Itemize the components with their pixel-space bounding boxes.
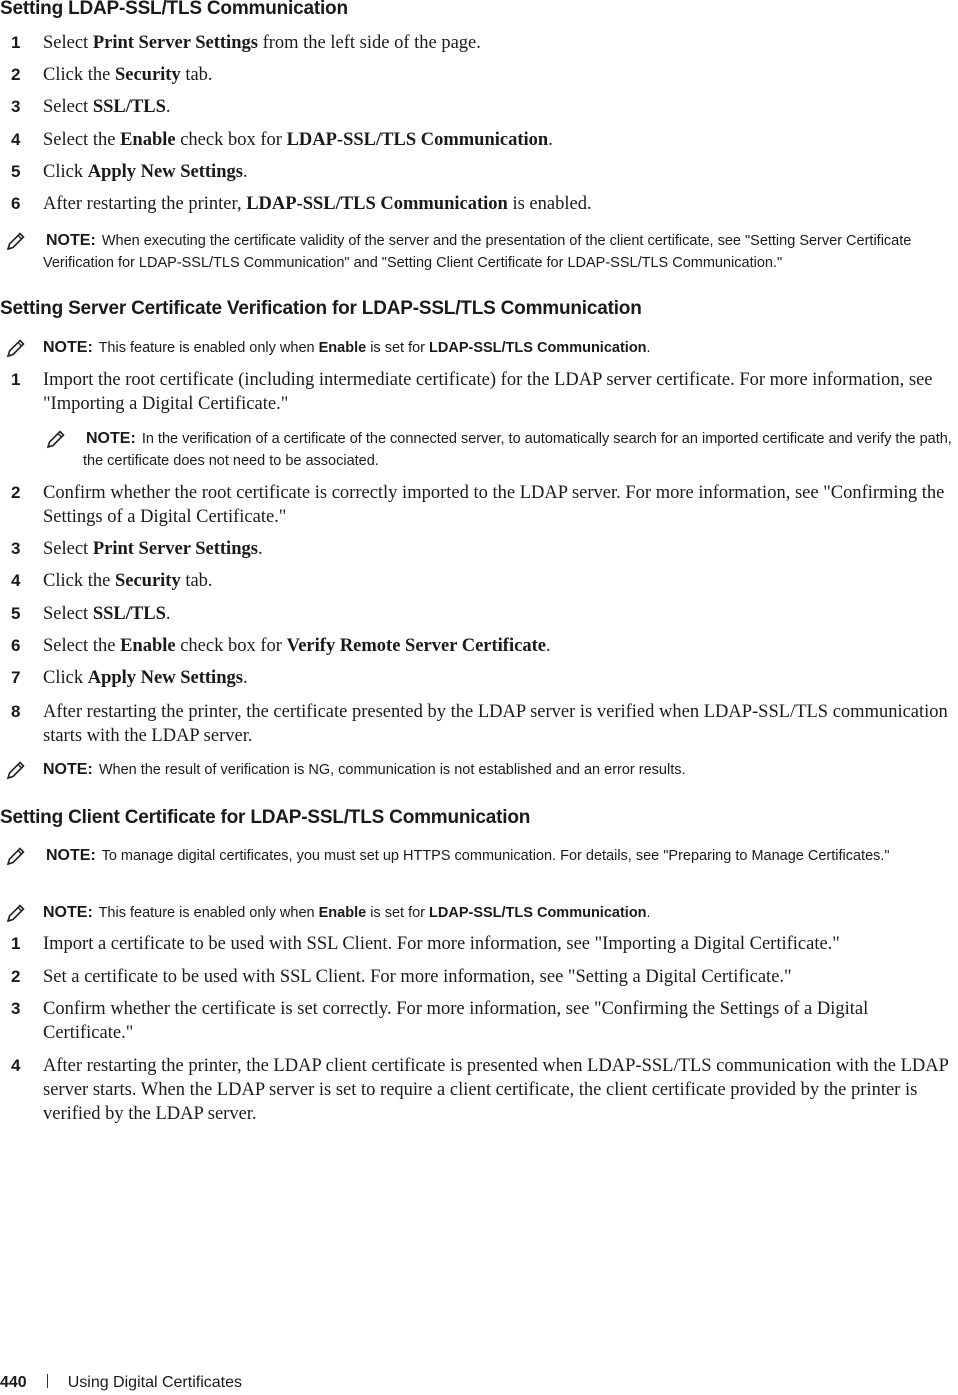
section-heading-server-cert-verification: Setting Server Certificate Verification for LDAP-SSL/TLS Communication [0, 298, 642, 319]
note-text: NOTE: To manage digital certificates, you must set up HTTPS communication. For details, see "Preparing to Manage Certificates." [46, 847, 890, 864]
step-number: 1 [11, 370, 21, 389]
step-text: Select SSL/TLS. [43, 604, 171, 624]
pencil-note-icon [5, 845, 27, 867]
page-number: 440 [0, 1374, 27, 1391]
chapter-title: Using Digital Certificates [67, 1374, 242, 1391]
step-number: 2 [11, 967, 21, 986]
step-text: Select the Enable check box for Verify Remote Server Certificate. [43, 636, 551, 656]
step-number: 5 [11, 604, 21, 623]
step-text: Click the Security tab. [43, 571, 213, 591]
step-text: Select Print Server Settings. [43, 539, 263, 559]
step-number: 6 [11, 636, 21, 655]
step-number: 1 [11, 33, 21, 52]
step-number: 2 [11, 65, 21, 84]
step-text: Click Apply New Settings. [43, 668, 248, 688]
step-text: Import a certificate to be used with SSL Client. For more information, see "Importing a Digital Certificate." [43, 934, 840, 954]
step-text: Select SSL/TLS. [43, 97, 171, 117]
page-footer [0, 1374, 242, 1392]
step-number: 8 [11, 702, 21, 721]
note-text: NOTE: When the result of verification is NG, communication is not established and an error results. [43, 761, 686, 778]
step-text: Set a certificate to be used with SSL Client. For more information, see "Setting a Digital Certificate." [43, 967, 792, 987]
step-number: 7 [11, 668, 21, 687]
pencil-note-icon [5, 337, 27, 359]
footer-separator [47, 1374, 48, 1388]
step-number: 6 [11, 194, 21, 213]
step-text: Confirm whether the root certificate is correctly imported to the LDAP server. For more information, see "Confirming the Settings of a Digital Certificate." [43, 483, 945, 527]
step-text: Click Apply New Settings. [43, 162, 248, 182]
note-text: NOTE: In the verification of a certificate of the connected server, to automatically search for an imported certificate and verify the path, the certificate does not need to be associated. [83, 430, 952, 469]
step-text: Confirm whether the certificate is set correctly. For more information, see "Confirming the Settings of a Digital Certificate." [43, 999, 869, 1043]
step-text: After restarting the printer, LDAP-SSL/TLS Communication is enabled. [43, 194, 592, 214]
section-heading-client-cert: Setting Client Certificate for LDAP-SSL/TLS Communication [0, 807, 531, 828]
section-heading-ldap-ssl-tls: Setting LDAP-SSL/TLS Communication [0, 0, 348, 19]
pencil-note-icon [5, 759, 27, 781]
step-number: 4 [11, 571, 21, 590]
pencil-note-icon [5, 902, 27, 924]
step-number: 1 [11, 934, 21, 953]
step-number: 4 [11, 130, 21, 149]
pencil-note-icon [45, 428, 67, 450]
step-number: 4 [11, 1056, 21, 1075]
step-text: Import the root certificate (including intermediate certificate) for the LDAP server certificate. For more information, see "Importing a Digital Certificate." [43, 370, 933, 414]
note-text: NOTE: This feature is enabled only when Enable is set for LDAP-SSL/TLS Communication. [43, 904, 651, 921]
note-text: NOTE: This feature is enabled only when Enable is set for LDAP-SSL/TLS Communication. [43, 339, 651, 356]
step-text: After restarting the printer, the certificate presented by the LDAP server is verified when LDAP-SSL/TLS communication starts with the LDAP server. [43, 702, 948, 746]
note-text: NOTE: When executing the certificate validity of the server and the presentation of the client certificate, see "Setting Server Certificate Verification for LDAP-SSL/TLS Communication" and "Setting Client Certificate for LDAP-SSL/TLS Communication." [43, 232, 912, 271]
step-number: 3 [11, 539, 21, 558]
step-text: Select the Enable check box for LDAP-SSL/TLS Communication. [43, 130, 553, 150]
step-number: 2 [11, 483, 21, 502]
step-text: Click the Security tab. [43, 65, 213, 85]
pencil-note-icon [5, 230, 27, 252]
step-number: 3 [11, 999, 21, 1018]
step-text: After restarting the printer, the LDAP client certificate is presented when LDAP-SSL/TLS communication with the LDAP server starts. When the LDAP server is set to require a client certificate, the client certificate provided by the printer is verified by the LDAP server. [43, 1056, 949, 1124]
step-number: 3 [11, 97, 21, 116]
step-number: 5 [11, 162, 21, 181]
step-text: Select Print Server Settings from the left side of the page. [43, 33, 481, 53]
